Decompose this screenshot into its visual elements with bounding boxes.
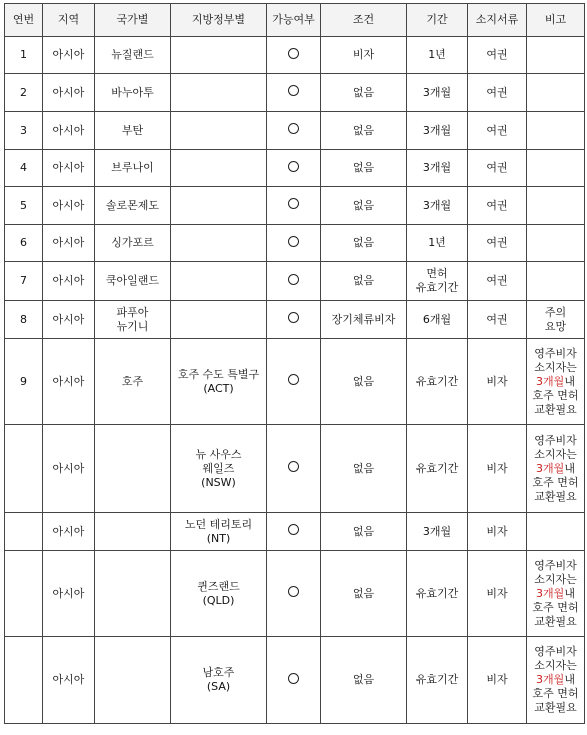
possible-cell bbox=[267, 301, 321, 339]
possible-cell bbox=[267, 551, 321, 637]
country-cell bbox=[95, 637, 171, 724]
condition-cell: 없음 bbox=[321, 339, 407, 425]
header-region: 지역 bbox=[43, 4, 95, 37]
note-highlight: 3개월 bbox=[536, 374, 565, 388]
period-cell: 3개월 bbox=[407, 74, 468, 112]
period-cell: 3개월 bbox=[407, 150, 468, 187]
region-cell: 아시아 bbox=[43, 513, 95, 551]
possible-cell bbox=[267, 150, 321, 187]
document-cell: 여권 bbox=[468, 301, 527, 339]
document-cell: 여권 bbox=[468, 74, 527, 112]
row-number: 9 bbox=[5, 339, 43, 425]
table-row bbox=[5, 37, 585, 74]
note-text: 영주비자 소지자는 bbox=[534, 645, 577, 672]
country-cell bbox=[95, 513, 171, 551]
period-cell: 유효기간 bbox=[407, 425, 468, 513]
region-cell: 아시아 bbox=[43, 551, 95, 637]
condition-cell: 없음 bbox=[321, 112, 407, 150]
note-cell bbox=[527, 513, 585, 551]
local-government-cell bbox=[171, 74, 267, 112]
document-cell: 비자 bbox=[468, 637, 527, 724]
document-cell: 여권 bbox=[468, 225, 527, 262]
note-cell bbox=[527, 339, 585, 425]
header-note: 비고 bbox=[527, 4, 585, 37]
document-cell: 여권 bbox=[468, 187, 527, 225]
period-cell: 유효기간 bbox=[407, 551, 468, 637]
local-government-cell bbox=[171, 112, 267, 150]
license-country-table bbox=[4, 3, 585, 724]
country-cell: 브루나이 bbox=[95, 150, 171, 187]
period-cell: 6개월 bbox=[407, 301, 468, 339]
row-number bbox=[5, 637, 43, 724]
table-row bbox=[5, 301, 585, 339]
note-text: 영주비자 소지자는 bbox=[534, 346, 577, 374]
region-cell: 아시아 bbox=[43, 150, 95, 187]
document-cell: 비자 bbox=[468, 425, 527, 513]
country-cell: 호주 bbox=[95, 339, 171, 425]
note-cell bbox=[527, 150, 585, 187]
document-cell: 비자 bbox=[468, 551, 527, 637]
possible-cell bbox=[267, 339, 321, 425]
note-cell: 주의 요망 bbox=[527, 301, 585, 339]
country-cell: 뉴질랜드 bbox=[95, 37, 171, 74]
condition-cell: 없음 bbox=[321, 513, 407, 551]
row-number: 6 bbox=[5, 225, 43, 262]
circle-mark-icon bbox=[288, 673, 299, 684]
note-text: 내 호주 면허 교환필요 bbox=[532, 374, 579, 416]
row-number: 3 bbox=[5, 112, 43, 150]
possible-cell bbox=[267, 112, 321, 150]
row-number bbox=[5, 551, 43, 637]
row-number: 4 bbox=[5, 150, 43, 187]
possible-cell bbox=[267, 37, 321, 74]
local-government-cell: 호주 수도 특별구 (ACT) bbox=[171, 339, 267, 425]
note-cell bbox=[527, 637, 585, 724]
circle-mark-icon bbox=[288, 48, 299, 59]
circle-mark-icon bbox=[288, 236, 299, 247]
header-document: 소지서류 bbox=[468, 4, 527, 37]
condition-cell: 없음 bbox=[321, 74, 407, 112]
circle-mark-icon bbox=[288, 123, 299, 134]
circle-mark-icon bbox=[288, 274, 299, 285]
condition-cell: 비자 bbox=[321, 37, 407, 74]
country-cell: 솔로몬제도 bbox=[95, 187, 171, 225]
note-highlight: 3개월 bbox=[536, 673, 565, 686]
note-text: 영주비자 소지자는 bbox=[534, 558, 577, 586]
condition-cell: 없음 bbox=[321, 262, 407, 301]
region-cell: 아시아 bbox=[43, 425, 95, 513]
circle-mark-icon bbox=[288, 198, 299, 209]
circle-mark-icon bbox=[288, 312, 299, 323]
table-row bbox=[5, 339, 585, 425]
local-government-cell: 노던 테리토리 (NT) bbox=[171, 513, 267, 551]
region-cell: 아시아 bbox=[43, 37, 95, 74]
row-number: 1 bbox=[5, 37, 43, 74]
period-cell: 1년 bbox=[407, 225, 468, 262]
note-text: 내 호주 면허 교환필요 bbox=[532, 673, 579, 714]
circle-mark-icon bbox=[288, 161, 299, 172]
country-cell: 쿡아일랜드 bbox=[95, 262, 171, 301]
period-cell: 3개월 bbox=[407, 112, 468, 150]
local-government-cell bbox=[171, 187, 267, 225]
header-local-government: 지방정부별 bbox=[171, 4, 267, 37]
region-cell: 아시아 bbox=[43, 301, 95, 339]
note-text: 영주비자 소지자는 bbox=[534, 433, 577, 461]
country-cell: 싱가포르 bbox=[95, 225, 171, 262]
note-text: 내 호주 면허 교환필요 bbox=[532, 586, 579, 628]
possible-cell bbox=[267, 262, 321, 301]
document-cell: 여권 bbox=[468, 150, 527, 187]
country-cell: 바누아투 bbox=[95, 74, 171, 112]
local-government-cell bbox=[171, 37, 267, 74]
condition-cell: 없음 bbox=[321, 187, 407, 225]
region-cell: 아시아 bbox=[43, 74, 95, 112]
circle-mark-icon bbox=[288, 374, 299, 385]
possible-cell bbox=[267, 637, 321, 724]
note-highlight: 3개월 bbox=[536, 586, 565, 600]
circle-mark-icon bbox=[288, 524, 299, 535]
circle-mark-icon bbox=[288, 586, 299, 597]
region-cell: 아시아 bbox=[43, 339, 95, 425]
period-cell: 유효기간 bbox=[407, 637, 468, 724]
period-cell: 3개월 bbox=[407, 187, 468, 225]
note-cell bbox=[527, 262, 585, 301]
table-row bbox=[5, 262, 585, 301]
row-number: 8 bbox=[5, 301, 43, 339]
local-government-cell bbox=[171, 262, 267, 301]
document-cell: 비자 bbox=[468, 339, 527, 425]
condition-cell: 장기체류비자 bbox=[321, 301, 407, 339]
document-cell: 여권 bbox=[468, 37, 527, 74]
note-cell bbox=[527, 74, 585, 112]
country-cell: 부탄 bbox=[95, 112, 171, 150]
period-cell: 유효기간 bbox=[407, 339, 468, 425]
table-row bbox=[5, 112, 585, 150]
header-possible: 가능여부 bbox=[267, 4, 321, 37]
possible-cell bbox=[267, 225, 321, 262]
country-cell: 파푸아 뉴기니 bbox=[95, 301, 171, 339]
condition-cell: 없음 bbox=[321, 637, 407, 724]
row-number bbox=[5, 513, 43, 551]
region-cell: 아시아 bbox=[43, 637, 95, 724]
document-cell: 여권 bbox=[468, 112, 527, 150]
country-cell bbox=[95, 551, 171, 637]
period-cell: 3개월 bbox=[407, 513, 468, 551]
header-period: 기간 bbox=[407, 4, 468, 37]
period-cell: 1년 bbox=[407, 37, 468, 74]
header-condition: 조건 bbox=[321, 4, 407, 37]
note-cell bbox=[527, 187, 585, 225]
note-highlight: 3개월 bbox=[536, 461, 565, 475]
region-cell: 아시아 bbox=[43, 187, 95, 225]
possible-cell bbox=[267, 513, 321, 551]
condition-cell: 없음 bbox=[321, 150, 407, 187]
note-cell bbox=[527, 112, 585, 150]
row-number: 5 bbox=[5, 187, 43, 225]
table-row bbox=[5, 150, 585, 187]
table-row bbox=[5, 187, 585, 225]
table-row bbox=[5, 513, 585, 551]
local-government-cell bbox=[171, 301, 267, 339]
local-government-cell bbox=[171, 225, 267, 262]
header-no: 연번 bbox=[5, 4, 43, 37]
region-cell: 아시아 bbox=[43, 262, 95, 301]
condition-cell: 없음 bbox=[321, 551, 407, 637]
local-government-cell: 뉴 사우스 웨일즈 (NSW) bbox=[171, 425, 267, 513]
table-row bbox=[5, 551, 585, 637]
condition-cell: 없음 bbox=[321, 425, 407, 513]
local-government-cell: 남호주 (SA) bbox=[171, 637, 267, 724]
note-text: 내 호주 면허 교환필요 bbox=[532, 461, 579, 503]
country-cell bbox=[95, 425, 171, 513]
local-government-cell bbox=[171, 150, 267, 187]
note-cell bbox=[527, 551, 585, 637]
row-number: 2 bbox=[5, 74, 43, 112]
document-cell: 비자 bbox=[468, 513, 527, 551]
period-cell: 면허 유효기간 bbox=[407, 262, 468, 301]
document-cell: 여권 bbox=[468, 262, 527, 301]
local-government-cell: 퀸즈랜드 (QLD) bbox=[171, 551, 267, 637]
possible-cell bbox=[267, 74, 321, 112]
header-row bbox=[5, 4, 585, 37]
circle-mark-icon bbox=[288, 85, 299, 96]
circle-mark-icon bbox=[288, 461, 299, 472]
possible-cell bbox=[267, 187, 321, 225]
note-cell bbox=[527, 425, 585, 513]
table-row bbox=[5, 637, 585, 724]
table-row bbox=[5, 425, 585, 513]
row-number bbox=[5, 425, 43, 513]
condition-cell: 없음 bbox=[321, 225, 407, 262]
note-cell bbox=[527, 37, 585, 74]
table-row bbox=[5, 225, 585, 262]
note-cell bbox=[527, 225, 585, 262]
header-country: 국가별 bbox=[95, 4, 171, 37]
region-cell: 아시아 bbox=[43, 225, 95, 262]
row-number: 7 bbox=[5, 262, 43, 301]
table-row bbox=[5, 74, 585, 112]
possible-cell bbox=[267, 425, 321, 513]
region-cell: 아시아 bbox=[43, 112, 95, 150]
